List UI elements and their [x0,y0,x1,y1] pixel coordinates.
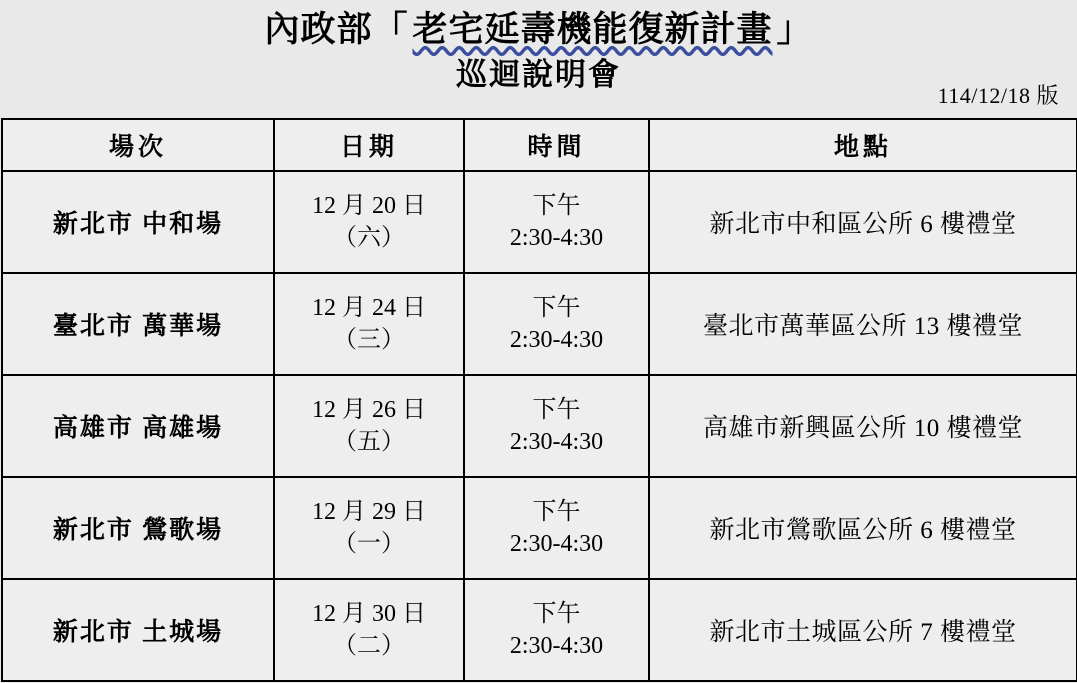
cell-time-period: 下午 [532,498,581,525]
cell-session: 新北市 中和場 [2,171,274,273]
title-suffix: 」 [776,10,813,49]
cell-time-range: 2:30-4:30 [509,429,604,455]
cell-place: 新北市中和區公所 6 樓禮堂 [649,171,1077,273]
column-header-session: 場次 [2,119,274,171]
table-row [2,477,1077,579]
cell-date-weekday: （二） [333,633,405,659]
schedule-table [1,118,1077,682]
page-subtitle: 巡迴說明會 [456,57,621,93]
version-label: 114/12/18 版 [937,83,1059,108]
table-header [2,119,1077,171]
cell-date-weekday: （一） [333,531,405,557]
cell-date [274,171,464,273]
cell-time-period: 下午 [532,192,581,219]
cell-session: 臺北市 萬華場 [2,273,274,375]
cell-date-main: 12 月 30 日 [312,600,426,627]
cell-date-main: 12 月 24 日 [312,294,426,321]
title-prefix: 內政部「 [264,10,409,49]
table-row [2,273,1077,375]
cell-session: 新北市 土城場 [2,579,274,681]
page-title [0,6,1077,53]
cell-date-main: 12 月 26 日 [312,396,426,423]
cell-date [274,375,464,477]
cell-time-range: 2:30-4:30 [509,225,604,251]
cell-time-range: 2:30-4:30 [509,531,604,557]
table-row [2,375,1077,477]
poster-header [0,0,1077,118]
cell-date [274,477,464,579]
title-emphasis: 老宅延壽機能復新計畫 [412,10,773,49]
cell-date-main: 12 月 29 日 [312,498,426,525]
cell-place: 高雄市新興區公所 10 樓禮堂 [649,375,1077,477]
cell-time-period: 下午 [532,600,581,627]
cell-time-period: 下午 [532,294,581,321]
cell-time-range: 2:30-4:30 [509,633,604,659]
table-body [2,171,1077,681]
column-header-time: 時間 [464,119,649,171]
cell-date-main: 12 月 20 日 [312,192,426,219]
cell-time-period: 下午 [532,396,581,423]
cell-time [464,273,649,375]
cell-time-range: 2:30-4:30 [509,327,604,353]
cell-date-weekday: （六） [333,225,405,251]
table-row [2,579,1077,681]
table-row [2,171,1077,273]
cell-time [464,171,649,273]
cell-time [464,579,649,681]
column-header-date: 日期 [274,119,464,171]
cell-date [274,273,464,375]
cell-time [464,477,649,579]
column-header-place: 地點 [649,119,1077,171]
cell-time [464,375,649,477]
cell-date-weekday: （五） [333,429,405,455]
table-header-row [2,119,1077,171]
cell-date [274,579,464,681]
cell-session: 新北市 鶯歌場 [2,477,274,579]
cell-session: 高雄市 高雄場 [2,375,274,477]
cell-place: 新北市土城區公所 7 樓禮堂 [649,579,1077,681]
cell-date-weekday: （三） [333,327,405,353]
cell-place: 臺北市萬華區公所 13 樓禮堂 [649,273,1077,375]
cell-place: 新北市鶯歌區公所 6 樓禮堂 [649,477,1077,579]
